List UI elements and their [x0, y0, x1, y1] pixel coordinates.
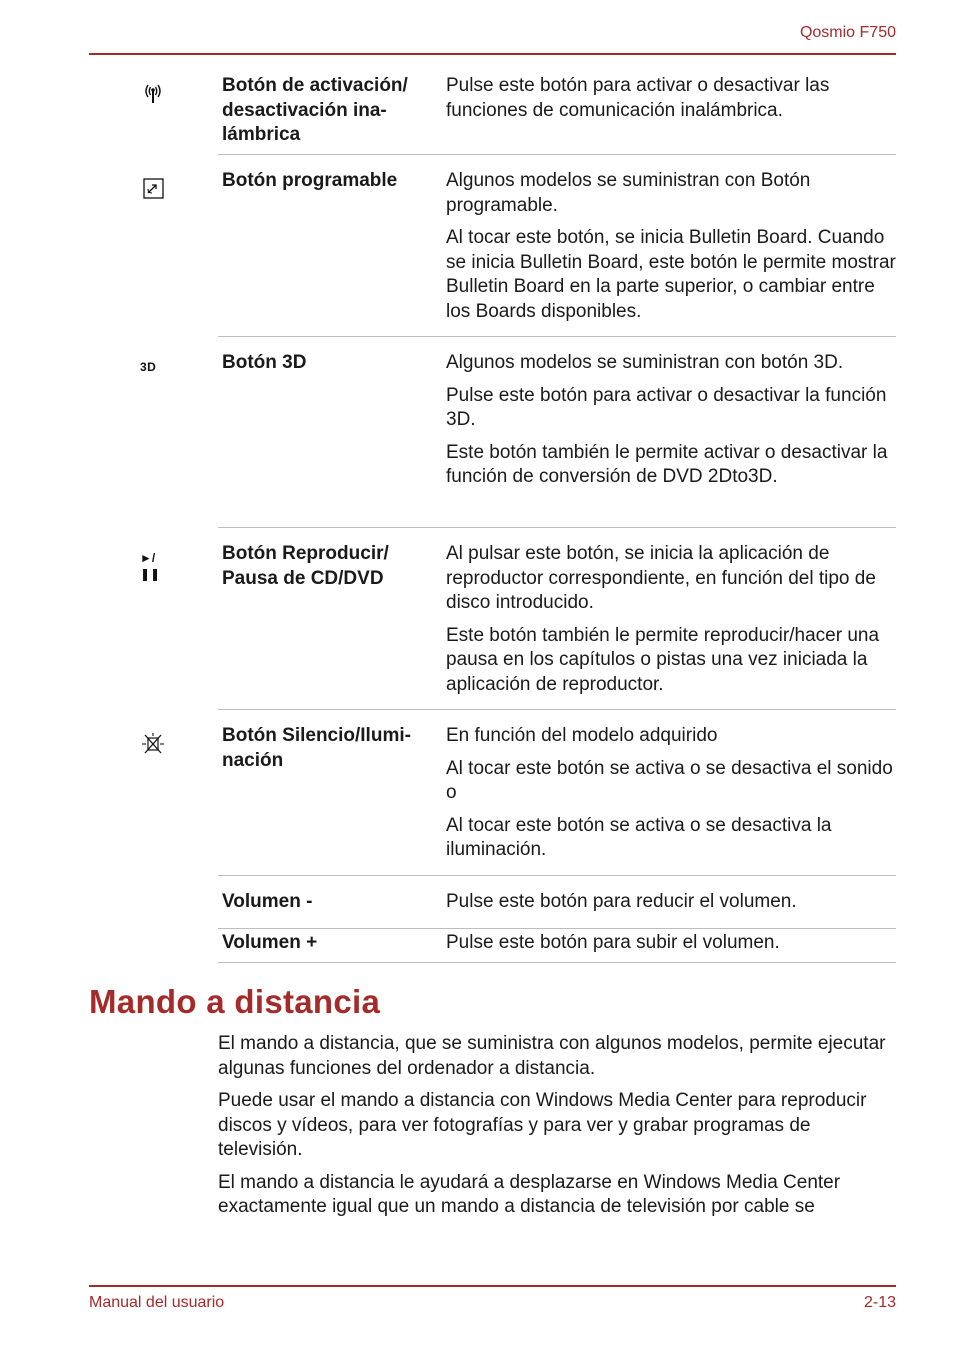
row-description	[446, 169, 896, 332]
description-paragraph: Al tocar este botón se activa o se desactiva la iluminación.	[446, 814, 832, 860]
description-paragraph: Algunos modelos se suministran con botón 3D.	[446, 352, 844, 373]
row-term: Volumen -	[222, 891, 313, 912]
row-term: Botón programable	[222, 170, 398, 191]
row-description	[446, 542, 896, 705]
table-row-volume-up	[0, 929, 954, 963]
row-term: Volumen +	[222, 932, 318, 953]
body-paragraph: Puede usar el mando a distancia con Windows Media Center para reproducir discos y vídeos, para ver fotografías y para ver y grabar programas de televisión.	[218, 1090, 867, 1160]
section-heading: Mando a distancia	[89, 983, 381, 1020]
row-term: Botón de activación/ desactivación ina-lámbrica	[222, 75, 408, 145]
description-paragraph: Al tocar este botón se activa o se desactiva el sonido o	[446, 757, 893, 803]
description-paragraph: En función del modelo adquirido	[446, 725, 718, 746]
description-paragraph: Este botón también le permite reproducir/hacer una pausa en los capítulos o pistas una vez iniciada la aplicación de reproductor.	[446, 624, 880, 695]
running-header-title: Qosmio F750	[799, 24, 896, 41]
description-paragraph: Algunos modelos se suministran con Botón programable.	[446, 170, 811, 216]
wireless-icon	[140, 82, 168, 104]
row-divider	[218, 962, 896, 963]
footer-manual-title: Manual del usuario	[89, 1294, 225, 1311]
description-paragraph: Pulse este botón para subir el volumen.	[446, 932, 780, 953]
button-table	[0, 60, 954, 963]
row-description	[446, 74, 896, 131]
table-row-3d	[0, 337, 954, 528]
footer-divider	[89, 1285, 896, 1287]
row-description	[446, 724, 896, 871]
description-paragraph: Este botón también le permite activar o desactivar la función de conversión de DVD 2Dto3D.	[446, 441, 888, 487]
description-paragraph: Pulse este botón para activar o desactivar la función 3D.	[446, 384, 887, 430]
programmable-button-icon	[140, 177, 168, 199]
body-paragraph: El mando a distancia, que se suministra con algunos modelos, permite ejecutar algunas funciones del ordenador a distancia.	[218, 1033, 886, 1079]
description-paragraph: Al pulsar este botón, se inicia la aplicación de reproductor correspondiente, en función del tipo de disco introducido.	[446, 543, 876, 613]
3d-icon: 3D	[140, 360, 157, 374]
table-row-wireless	[0, 60, 954, 155]
row-term: Botón 3D	[222, 352, 307, 373]
description-paragraph: Pulse este botón para activar o desactivar las funciones de comunicación inalámbrica.	[446, 75, 830, 121]
section-body	[218, 1032, 896, 1228]
table-row-mute-illumination	[0, 710, 954, 876]
row-description	[446, 931, 896, 964]
play-pause-icon: ►/❚❚	[140, 551, 161, 581]
table-row-volume-down	[0, 876, 954, 929]
row-description	[446, 351, 896, 498]
mute-illumination-icon	[140, 732, 168, 754]
page-number: 2-13	[863, 1294, 896, 1311]
table-row-play-pause	[0, 528, 954, 710]
body-paragraph: El mando a distancia le ayudará a desplazarse en Windows Media Center exactamente igual que un mando a distancia de televisión por cable se	[218, 1171, 841, 1217]
description-paragraph: Al tocar este botón, se inicia Bulletin Board. Cuando se inicia Bulletin Board, este botón le permite mostrar Bulletin Board en la parte superior, o cambiar entre los Boards disponibles.	[446, 227, 896, 322]
row-term: Botón Reproducir/ Pausa de CD/DVD	[222, 543, 389, 589]
header-divider	[89, 53, 896, 55]
row-description	[446, 890, 896, 923]
description-paragraph: Pulse este botón para reducir el volumen.	[446, 891, 797, 912]
table-row-programmable	[0, 155, 954, 337]
row-term: Botón Silencio/Ilumi-nación	[222, 725, 411, 771]
